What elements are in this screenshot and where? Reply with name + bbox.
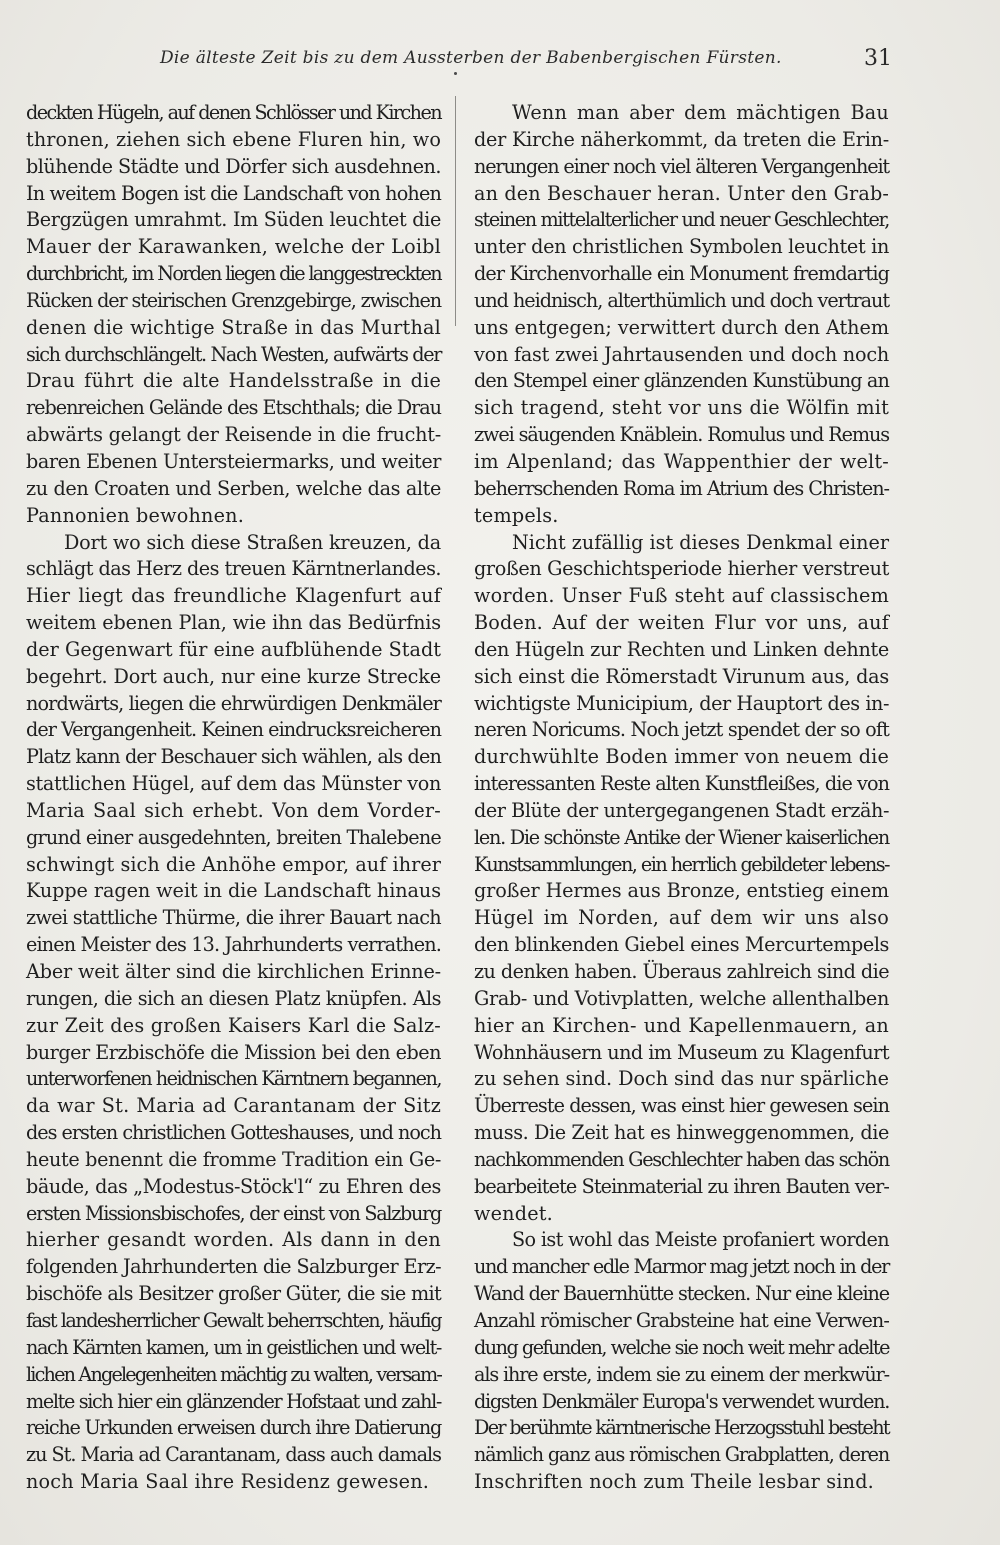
running-title: Die älteste Zeit bis zu dem Aussterben der Babenbergischen Fürsten.	[160, 48, 782, 68]
text-line: als ihre erste, indem sie zu einem der merkwür-	[474, 1362, 889, 1386]
text-line: tempels.	[474, 503, 559, 527]
text-line: Platz kann der Beschauer sich wählen, als den	[26, 745, 441, 769]
text-line: bäude, das „Modestus-Stöck'l“ zu Ehren des	[26, 1174, 441, 1198]
text-line: Bergzügen umrahmt. Im Süden leuchtet die	[26, 208, 441, 232]
text-line: den blinkenden Giebel eines Mercurtempels	[474, 933, 889, 957]
text-line: Wenn man aber dem mächtigen Bau	[512, 101, 889, 124]
text-line: beherrschenden Roma im Atrium des Christen-	[474, 476, 889, 500]
text-line: der Kirche näherkommt, da treten die Erin-	[474, 127, 889, 151]
text-line: nachkommenden Geschlechter haben das schön	[474, 1147, 889, 1171]
text-line: der Vergangenheit. Keinen eindrucksreicheren	[26, 718, 441, 742]
text-line: grund einer ausgedehnten, breiten Thalebene	[26, 825, 441, 849]
text-line: So ist wohl das Meiste profaniert worden	[512, 1228, 889, 1252]
text-line: sich tragend, steht vor uns die Wölfin mit	[474, 396, 889, 420]
text-line: In weitem Bogen ist die Landschaft von hohen	[26, 181, 441, 205]
text-line: neren Noricums. Noch jetzt spendet der so oft	[474, 718, 889, 742]
text-line: uns entgegen; verwittert durch den Athem	[474, 315, 889, 339]
text-line: lichen Angelegenheiten mächtig zu walten, versam-	[26, 1362, 441, 1386]
text-line: Überreste dessen, was einst hier gewesen sein	[474, 1094, 889, 1118]
text-line: Grab- und Votivplatten, welche allenthalben	[474, 986, 889, 1010]
text-line: nerungen einer noch viel älteren Vergangenheit	[474, 154, 889, 178]
text-line: Mauer der Karawanken, welche der Loibl	[26, 235, 441, 259]
text-line: wendet.	[474, 1201, 553, 1225]
text-line: reiche Urkunden erweisen durch ihre Datierung	[26, 1416, 441, 1440]
text-line: schlägt das Herz des treuen Kärntnerlandes.	[26, 557, 441, 581]
text-line: abwärts gelangt der Reisende in die frucht-	[26, 423, 441, 447]
text-line: weitem ebenen Plan, wie ihn das Bedürfnis	[26, 611, 441, 635]
text-line: an den Beschauer heran. Unter den Grab-	[474, 181, 889, 205]
text-line: unter den christlichen Symbolen leuchtet in	[474, 235, 889, 259]
text-line: des ersten christlichen Gotteshauses, und noch	[26, 1121, 441, 1145]
text-line: da war St. Maria ad Carantanam der Sitz	[26, 1094, 441, 1118]
text-line: Boden. Auf der weiten Flur vor uns, auf	[474, 611, 889, 635]
text-line: thronen, ziehen sich ebene Fluren hin, wo	[26, 127, 441, 151]
right-column	[474, 100, 889, 1496]
text-line: unterworfenen heidnischen Kärntnern begannen,	[26, 1067, 441, 1091]
text-line: nach Kärnten kamen, um in geistlichen und welt-	[26, 1335, 441, 1359]
text-line: Anzahl römischer Grabsteine hat eine Verwen-	[474, 1308, 889, 1332]
text-line: hierher gesandt worden. Als dann in den	[26, 1228, 441, 1252]
text-line: Kunstsammlungen, ein herrlich gebildeter lebens-	[474, 852, 889, 876]
text-line: zur Zeit des großen Kaisers Karl die Salz-	[26, 1013, 441, 1037]
text-line: sich einst die Römerstadt Virunum aus, das	[474, 664, 889, 688]
text-line: bischöfe als Besitzer großer Güter, die sie mit	[26, 1282, 441, 1306]
text-line: bearbeitete Steinmaterial zu ihren Bauten ver-	[474, 1174, 889, 1198]
text-line: ersten Missionsbischofes, der einst von Salzburg	[26, 1201, 441, 1225]
text-line: schwingt sich die Anhöhe empor, auf ihrer	[26, 852, 441, 876]
text-line: Aber weit älter sind die kirchlichen Erinne-	[26, 960, 441, 983]
text-line: einen Meister des 13. Jahrhunderts verrathen.	[26, 933, 441, 957]
text-line: zu denken haben. Überaus zahlreich sind die	[474, 960, 889, 983]
text-line: fast landesherrlicher Gewalt beherrschten, häufig	[26, 1308, 441, 1332]
text-line: großen Geschichtsperiode hierher verstreut	[474, 557, 889, 581]
text-line: Dort wo sich diese Straßen kreuzen, da	[64, 530, 441, 554]
text-line: der Gegenwart für eine aufblühende Stadt	[26, 637, 441, 661]
text-line: zu den Croaten und Serben, welche das alte	[26, 476, 441, 500]
text-line: begehrt. Dort auch, nur eine kurze Strecke	[26, 664, 441, 688]
text-line: melte sich hier ein glänzender Hofstaat und zahl-	[26, 1389, 441, 1413]
text-line: durchwühlte Boden immer von neuem die	[474, 745, 889, 769]
text-line: Wand der Bauernhütte stecken. Nur eine kleine	[474, 1282, 889, 1306]
text-line: dung gefunden, welche sie noch weit mehr adelte	[474, 1335, 889, 1359]
text-line: und mancher edle Marmor mag jetzt noch in der	[474, 1255, 889, 1279]
text-line: von fast zwei Jahrtausenden und doch noch	[474, 342, 889, 366]
text-line: der Blüte der untergegangenen Stadt erzäh-	[474, 798, 889, 822]
text-line: worden. Unser Fuß steht auf classischem	[474, 584, 889, 608]
text-line: zu St. Maria ad Carantanam, dass auch damals	[26, 1443, 441, 1467]
text-line: Drau führt die alte Handelsstraße in die	[26, 369, 441, 393]
text-line: digsten Denkmäler Europa's verwendet wurden.	[474, 1389, 889, 1413]
left-column	[26, 100, 441, 1496]
text-line: sich durchschlängelt. Nach Westen, aufwärts der	[26, 342, 441, 366]
text-line: blühende Städte und Dörfer sich ausdehnen.	[26, 154, 441, 178]
text-line: den Stempel einer glänzenden Kunstübung an	[474, 369, 889, 393]
text-line: der Kirchenvorhalle ein Monument fremdartig	[474, 262, 889, 286]
text-line: Der berühmte kärntnerische Herzogsstuhl besteht	[474, 1416, 889, 1440]
column-dot-mark	[454, 72, 457, 75]
column-rule	[455, 96, 456, 326]
text-line: stattlichen Hügel, auf dem das Münster von	[26, 772, 441, 796]
text-line: Kuppe ragen weit in die Landschaft hinaus	[26, 879, 441, 903]
text-line: rebenreichen Gelände des Etschthals; die Drau	[26, 396, 441, 420]
text-line: denen die wichtige Straße in das Murthal	[26, 315, 441, 339]
text-line: muss. Die Zeit hat es hinweggenommen, die	[474, 1121, 889, 1145]
text-line: und heidnisch, alterthümlich und doch vertraut	[474, 288, 889, 312]
text-line: Pannonien bewohnen.	[26, 503, 245, 527]
text-line: wichtigste Municipium, der Hauptort des in-	[474, 691, 889, 715]
text-line: zwei säugenden Knäblein. Romulus und Remus	[474, 423, 889, 447]
text-line: deckten Hügeln, auf denen Schlösser und Kirchen	[26, 101, 441, 124]
text-line: Maria Saal sich erhebt. Von dem Vorder-	[26, 798, 441, 822]
text-line: nordwärts, liegen die ehrwürdigen Denkmäler	[26, 691, 441, 715]
text-line: den Hügeln zur Rechten und Linken dehnte	[474, 637, 889, 661]
text-line: Rücken der steirischen Grenzgebirge, zwischen	[26, 288, 441, 312]
text-line: zu sehen sind. Doch sind das nur spärliche	[474, 1067, 889, 1091]
text-line: steinen mittelalterlicher und neuer Geschlechter,	[474, 208, 889, 232]
text-line: len. Die schönste Antike der Wiener kaiserlichen	[474, 825, 889, 849]
text-line: nämlich ganz aus römischen Grabplatten, deren	[474, 1443, 889, 1467]
text-line: noch Maria Saal ihre Residenz gewesen.	[26, 1470, 430, 1494]
text-line: Wohnhäusern und im Museum zu Klagenfurt	[474, 1040, 889, 1064]
text-line: rungen, die sich an diesen Platz knüpfen. Als	[26, 986, 441, 1010]
text-line: im Alpenland; das Wappenthier der welt-	[474, 449, 889, 473]
text-line: hier an Kirchen- und Kapellenmauern, an	[474, 1013, 889, 1037]
page-number: 31	[864, 46, 892, 71]
text-line: baren Ebenen Untersteiermarks, und weiter	[26, 449, 441, 473]
text-line: folgenden Jahrhunderten die Salzburger Erz-	[26, 1255, 441, 1279]
text-line: großer Hermes aus Bronze, entstieg einem	[474, 879, 889, 903]
text-line: Hügel im Norden, auf dem wir uns also	[474, 906, 889, 930]
text-line: burger Erzbischöfe die Mission bei den eben	[26, 1040, 441, 1064]
text-line: Nicht zufällig ist dieses Denkmal einer	[512, 530, 889, 554]
text-line: zwei stattliche Thürme, die ihrer Bauart nach	[26, 906, 441, 930]
text-line: interessanten Reste alten Kunstfleißes, die von	[474, 772, 889, 796]
text-line: Inschriften noch zum Theile lesbar sind.	[474, 1470, 874, 1494]
text-line: Hier liegt das freundliche Klagenfurt auf	[26, 584, 441, 608]
text-line: durchbricht, im Norden liegen die langgestreckten	[26, 262, 441, 286]
text-line: heute benennt die fromme Tradition ein Ge-	[26, 1147, 441, 1171]
